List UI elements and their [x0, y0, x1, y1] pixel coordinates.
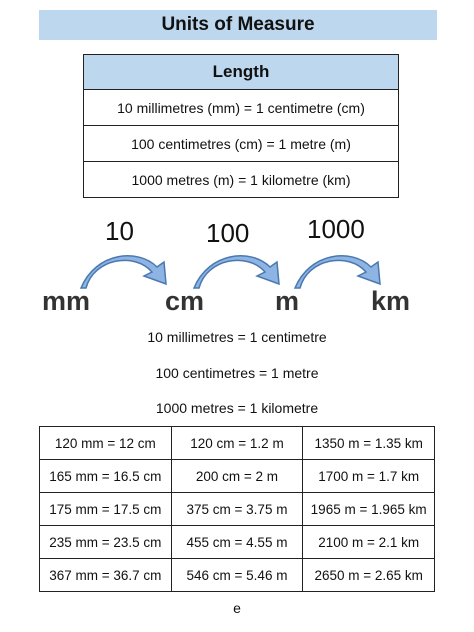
length-table [83, 54, 399, 198]
table-cell: 235 mm = 23.5 cm [40, 526, 172, 559]
table-cell: 367 mm = 36.7 cm [40, 559, 172, 592]
footer-text: e [233, 600, 241, 616]
fact-line: 1000 metres = 1 kilometre [155, 400, 319, 416]
conversion-table [39, 426, 435, 592]
table-cell: 2650 m = 2.65 km [303, 559, 435, 592]
table-cell: 120 mm = 12 cm [40, 427, 172, 460]
table-row [40, 460, 435, 493]
length-table-row: 100 centimetres (cm) = 1 metre (m) [84, 126, 399, 162]
table-cell: 1965 m = 1.965 km [303, 493, 435, 526]
table-row [40, 493, 435, 526]
table-cell: 1350 m = 1.35 km [303, 427, 435, 460]
table-cell: 455 cm = 4.55 m [171, 526, 303, 559]
table-cell: 2100 m = 2.1 km [303, 526, 435, 559]
curved-arrow-icon [294, 250, 386, 290]
factor-label: 1000 [307, 214, 365, 244]
table-cell: 120 cm = 1.2 m [171, 427, 303, 460]
table-cell: 175 mm = 17.5 cm [40, 493, 172, 526]
curved-arrow-icon [80, 250, 172, 290]
table-row [40, 526, 435, 559]
fact-line: 10 millimetres = 1 centimetre [147, 329, 327, 345]
factor-label: 10 [105, 216, 134, 246]
factor-label: 100 [206, 218, 250, 248]
length-table-row: 10 millimetres (mm) = 1 centimetre (cm) [84, 90, 399, 126]
length-table-row: 1000 metres (m) = 1 kilometre (km) [84, 162, 399, 198]
table-cell: 200 cm = 2 m [171, 460, 303, 493]
unit-label: km [371, 286, 411, 316]
table-cell: 165 mm = 16.5 cm [40, 460, 172, 493]
table-row [40, 427, 435, 460]
page-title: Units of Measure [39, 10, 437, 40]
table-cell: 1700 m = 1.7 km [303, 460, 435, 493]
table-cell: 546 cm = 5.46 m [171, 559, 303, 592]
curved-arrow-icon [193, 250, 285, 290]
table-row [40, 559, 435, 592]
length-table-header: Length [84, 55, 399, 90]
unit-label: m [275, 286, 300, 316]
unit-label: mm [42, 286, 91, 316]
fact-line: 100 centimetres = 1 metre [155, 365, 319, 381]
unit-label: cm [165, 286, 205, 316]
conversion-diagram [0, 200, 474, 330]
table-cell: 375 cm = 3.75 m [171, 493, 303, 526]
